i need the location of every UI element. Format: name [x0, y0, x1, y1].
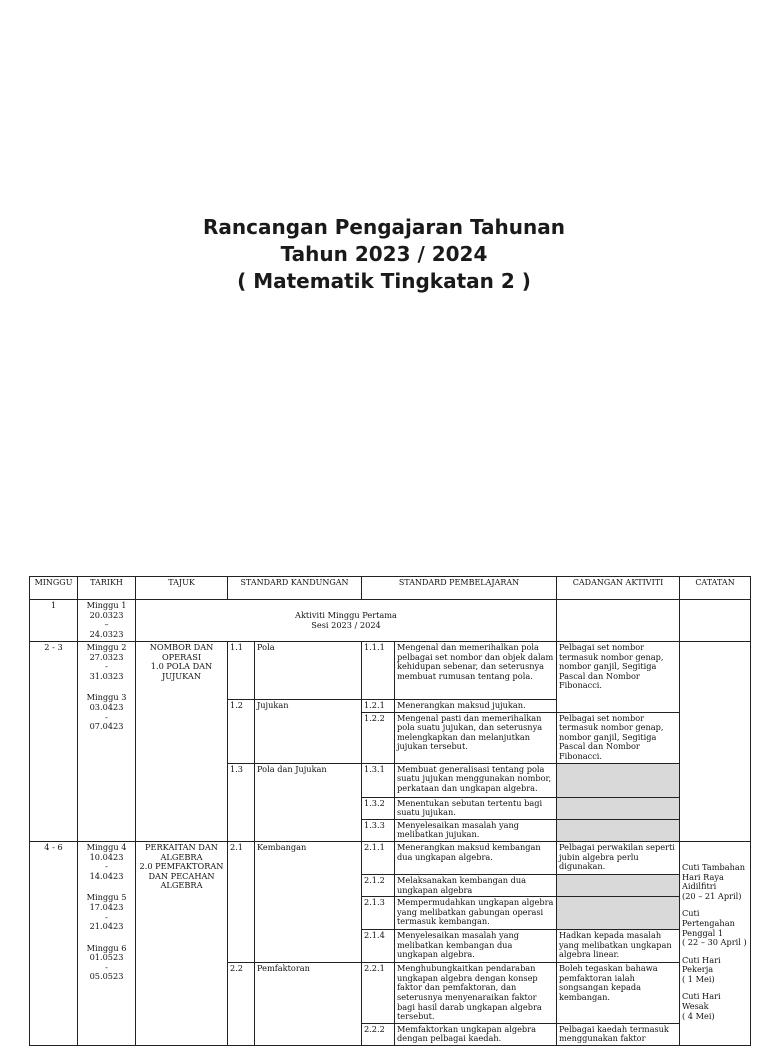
title-line-3: ( Matematik Tingkatan 2 ) [237, 269, 531, 293]
tajuk-cell [136, 841, 228, 1045]
tarikh-cell [78, 642, 136, 842]
tajuk-cell [136, 642, 228, 842]
tarikh-cell [78, 600, 136, 642]
aktiviti-cell: Boleh tegaskan bahawa pemfaktoran ialah songsangan kepada kembangan. [557, 963, 680, 1024]
catatan-cell [680, 600, 751, 642]
tarikh-line: – [104, 619, 109, 630]
aktiviti-cell: Pelbagai set nombor termasuk nombor genap, nombor ganjil, Segitiga Pascal dan Nombor Fibonacci. [557, 712, 680, 763]
sk-title: Pola dan Jujukan [255, 763, 362, 841]
sp-text: Menerangkan maksud jujukan. [395, 700, 557, 713]
aktiviti-empty-cell [557, 763, 680, 797]
aktiviti-cell: Pelbagai kaedah termasuk menggunakan faktor [557, 1023, 680, 1045]
sp-text: Mengenal dan memerihalkan pola pelbagai set nombor dan objek dalam kehidupan sebenar, dan seterusnya membuat rumusan tentang pola. [395, 642, 557, 700]
tarikh-line: 14.0423 [89, 870, 124, 881]
sp-row [30, 642, 751, 700]
aktiviti-cell: Hadkan kepada masalah yang melibatkan ungkapan algebra linear. [557, 930, 680, 963]
catatan-line: (20 – 21 April) [682, 890, 742, 901]
tarikh-line: - [105, 711, 108, 722]
sk-title: Jujukan [255, 700, 362, 764]
title-line-2: Tahun 2023 / 2024 [280, 242, 488, 266]
aktiviti-cell: Pelbagai set nombor termasuk nombor genap, nombor ganjil, Segitiga Pascal dan Nombor Fibonacci. [557, 642, 680, 713]
tarikh-line: 07.0423 [89, 721, 124, 732]
minggu-cell: 1 [30, 600, 78, 642]
tarikh-line: 17.0423 [89, 901, 124, 912]
minggu-pertama-cell [136, 600, 557, 642]
tarikh-line: - [105, 911, 108, 922]
tarikh-line: 03.0423 [89, 701, 124, 712]
catatan-cell [680, 642, 751, 842]
sp-number: 1.1.1 [362, 642, 395, 700]
tajuk-line: NOMBOR DAN OPERASI [149, 642, 214, 662]
tarikh-line: 21.0423 [89, 921, 124, 932]
tarikh-line: 10.0423 [89, 851, 124, 862]
header-standard-pembelajaran: STANDARD PEMBELAJARAN [362, 577, 557, 600]
sp-number: 1.3.1 [362, 763, 395, 797]
catatan-list [682, 843, 748, 1021]
rpt-table [29, 576, 751, 1046]
tarikh-line: 27.0323 [89, 651, 124, 662]
tarikh-line: Minggu 3 [86, 692, 127, 703]
sp-number: 1.3.3 [362, 819, 395, 841]
tarikh-line: 05.0523 [89, 971, 124, 982]
sp-number: 2.2.2 [362, 1023, 395, 1045]
aktiviti-empty-cell [557, 819, 680, 841]
aktiviti-cell [557, 600, 680, 642]
minggu-cell: 4 - 6 [30, 841, 78, 1045]
tarikh-line: - [105, 861, 108, 872]
catatan-cell [680, 841, 751, 1045]
header-cadangan-aktiviti: CADANGAN AKTIVITI [557, 577, 680, 600]
sesi-line: Sesi 2023 / 2024 [311, 619, 381, 630]
catatan-line: ( 22 – 30 April ) [682, 937, 747, 948]
tarikh-line: Minggu 2 [86, 642, 127, 652]
tarikh-line: - [105, 961, 108, 972]
header-tarikh: TARIKH [78, 577, 136, 600]
sk-number: 2.2 [228, 963, 255, 1046]
sk-title: Pola [255, 642, 362, 700]
aktiviti-empty-cell [557, 874, 680, 896]
tarikh-line: 01.0523 [89, 952, 124, 963]
tarikh-line: 20.0323 [89, 609, 124, 620]
sp-number: 1.2.2 [362, 712, 395, 763]
tarikh-cell [78, 841, 136, 1045]
tajuk-line: 2.0 PEMFAKTORAN DAN PECAHAN ALGEBRA [139, 861, 224, 891]
header-catatan: CATATAN [680, 577, 751, 600]
sp-text: Membuat generalisasi tentang pola suatu jujukan menggunakan nombor, perkataan dan ungkapan algebra. [395, 763, 557, 797]
sk-title: Kembangan [255, 841, 362, 962]
sp-row [30, 841, 751, 874]
sp-text: Memfaktorkan ungkapan algebra dengan pelbagai kaedah. [395, 1023, 557, 1045]
header-standard-kandungan: STANDARD KANDUNGAN [228, 577, 362, 600]
tarikh-line [80, 932, 133, 944]
catatan-line: Cuti Hari Wesak [682, 991, 721, 1012]
sp-number: 2.1.1 [362, 841, 395, 874]
sp-text: Melaksanakan kembangan dua ungkapan algebra [395, 874, 557, 896]
sp-text: Mempermudahkan ungkapan algebra yang melibatkan gabungan operasi termasuk kembangan. [395, 897, 557, 930]
sp-text: Mengenal pasti dan memerihalkan pola suatu jujukan, dan seterusnya melengkapkan dan melanjutkan jujukan tersebut. [395, 712, 557, 763]
aktiviti-empty-cell [557, 897, 680, 930]
tarikh-line: - [105, 661, 108, 672]
sp-number: 2.1.2 [362, 874, 395, 896]
catatan-line: Cuti Pertengahan Penggal 1 [682, 908, 735, 938]
tajuk-line: PERKAITAN DAN ALGEBRA [145, 841, 218, 862]
sk-number: 1.1 [228, 642, 255, 700]
sp-number: 1.2.1 [362, 700, 395, 713]
row-week-1 [30, 600, 751, 642]
sp-text: Menghubungkaitkan pendaraban ungkapan algebra dengan konsep faktor dan pemfaktoran, dan seterusnya menyenaraikan faktor bagi hasil darab ungkapan algebra tersebut. [395, 963, 557, 1024]
header-tajuk: TAJUK [136, 577, 228, 600]
title-line-1: Rancangan Pengajaran Tahunan [203, 215, 565, 239]
sp-number: 2.2.1 [362, 963, 395, 1024]
aktiviti-cell: Pelbagai perwakilan seperti jubin algebra perlu digunakan. [557, 841, 680, 874]
tarikh-line: Minggu 6 [86, 942, 127, 953]
sk-number: 2.1 [228, 841, 255, 962]
sk-number: 1.2 [228, 700, 255, 764]
tarikh-line: 24.0323 [89, 628, 124, 639]
catatan-line: ( 4 Mei) [682, 1010, 715, 1021]
catatan-line: Cuti Tambahan Hari Raya Aidilfitri [682, 861, 746, 892]
sp-number: 2.1.3 [362, 897, 395, 930]
catatan-line: Cuti Hari Pekerja [682, 954, 721, 975]
sp-number: 2.1.4 [362, 930, 395, 963]
aktiviti-empty-cell [557, 797, 680, 819]
sp-text: Menentukan sebutan tertentu bagi suatu jujukan. [395, 797, 557, 819]
sk-number: 1.3 [228, 763, 255, 841]
minggu-cell: 2 - 3 [30, 642, 78, 842]
document-title [0, 214, 768, 295]
catatan-line: ( 1 Mei) [682, 973, 715, 984]
aktiviti-line: Aktiviti Minggu Pertama [295, 609, 397, 620]
sp-text: Menyelesaikan masalah yang melibatkan kembangan dua ungkapan algebra. [395, 930, 557, 963]
tarikh-line: Minggu 4 [86, 841, 127, 852]
sp-number: 1.3.2 [362, 797, 395, 819]
header-row [30, 577, 751, 600]
sp-text: Menerangkan maksud kembangan dua ungkapan algebra. [395, 841, 557, 874]
header-minggu: MINGGU [30, 577, 78, 600]
tarikh-line: Minggu 1 [86, 600, 127, 610]
tarikh-line: 31.0323 [89, 670, 124, 681]
sk-title: Pemfaktoran [255, 963, 362, 1046]
sp-text: Menyelesaikan masalah yang melibatkan jujukan. [395, 819, 557, 841]
tajuk-line: 1.0 POLA DAN JUJUKAN [150, 661, 213, 681]
tarikh-line: Minggu 5 [86, 892, 127, 903]
